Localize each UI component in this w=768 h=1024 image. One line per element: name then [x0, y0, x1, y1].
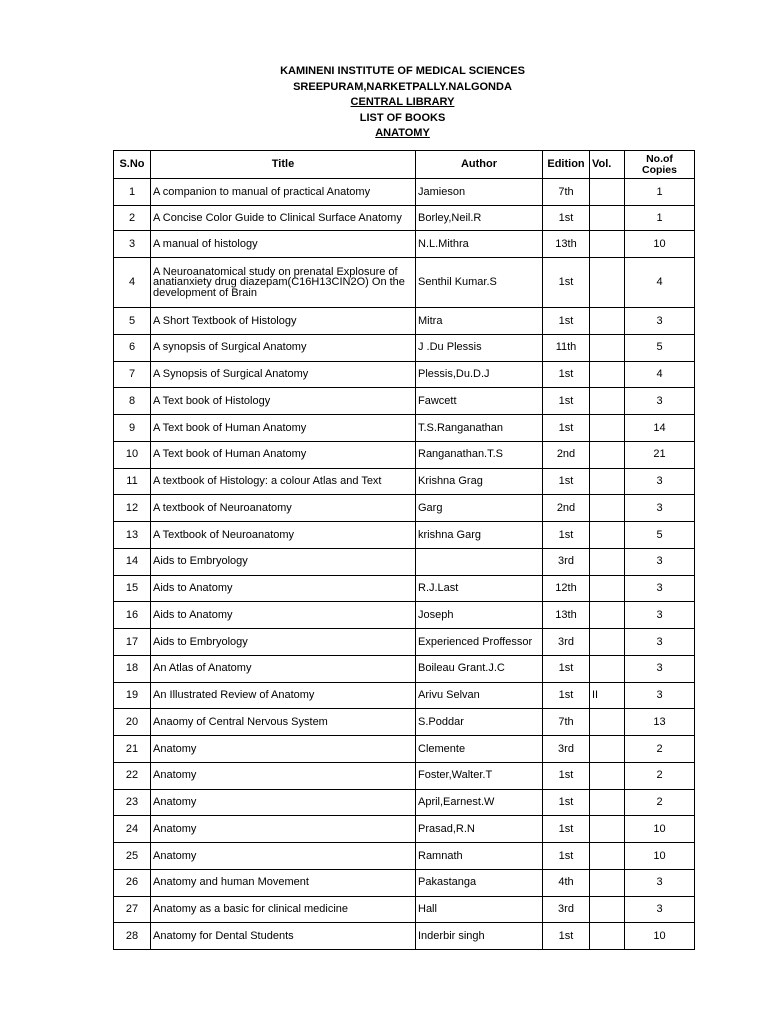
table-row	[114, 522, 695, 549]
cell-vol	[590, 334, 625, 361]
cell-sno: 15	[114, 575, 151, 602]
column-header-title: Title	[151, 151, 416, 179]
cell-edition: 3rd	[543, 548, 590, 575]
cell-copies: 4	[625, 361, 695, 388]
cell-sno: 21	[114, 736, 151, 763]
cell-author: Ramnath	[416, 843, 543, 870]
cell-sno: 4	[114, 258, 151, 308]
library-name: CENTRAL LIBRARY	[350, 96, 455, 108]
cell-author: N.L.Mithra	[416, 231, 543, 258]
cell-title: Anatomy	[151, 789, 416, 816]
cell-sno: 19	[114, 682, 151, 709]
column-header-edition: Edition	[543, 151, 590, 179]
cell-title: Anatomy as a basic for clinical medicine	[151, 896, 416, 923]
cell-edition: 11th	[543, 334, 590, 361]
cell-vol	[590, 762, 625, 789]
cell-sno: 2	[114, 205, 151, 231]
cell-title: A Text book of Human Anatomy	[151, 415, 416, 442]
table-row	[114, 441, 695, 468]
cell-copies: 10	[625, 231, 695, 258]
cell-edition: 1st	[543, 762, 590, 789]
cell-title: A synopsis of Surgical Anatomy	[151, 334, 416, 361]
cell-copies: 10	[625, 816, 695, 843]
cell-edition: 1st	[543, 361, 590, 388]
cell-sno: 27	[114, 896, 151, 923]
cell-copies: 3	[625, 575, 695, 602]
cell-author: T.S.Ranganathan	[416, 415, 543, 442]
cell-title: Aids to Anatomy	[151, 602, 416, 629]
cell-copies: 3	[625, 602, 695, 629]
cell-title: An Illustrated Review of Anatomy	[151, 682, 416, 709]
cell-author: Jamieson	[416, 179, 543, 206]
table-row	[114, 495, 695, 522]
cell-title: Anatomy for Dental Students	[151, 923, 416, 950]
cell-vol	[590, 629, 625, 656]
cell-copies: 4	[625, 258, 695, 308]
cell-edition: 1st	[543, 923, 590, 950]
cell-author: Prasad,R.N	[416, 816, 543, 843]
cell-edition: 1st	[543, 816, 590, 843]
cell-title: Aids to Embryology	[151, 548, 416, 575]
list-title: LIST OF BOOKS	[359, 111, 446, 124]
cell-vol	[590, 843, 625, 870]
cell-edition: 1st	[543, 258, 590, 308]
table-row	[114, 388, 695, 415]
cell-vol	[590, 602, 625, 629]
cell-edition: 1st	[543, 789, 590, 816]
table-row	[114, 736, 695, 763]
table-row	[114, 682, 695, 709]
cell-copies: 1	[625, 205, 695, 231]
cell-author: Senthil Kumar.S	[416, 258, 543, 308]
cell-copies: 3	[625, 308, 695, 335]
cell-copies: 13	[625, 709, 695, 736]
cell-copies: 3	[625, 495, 695, 522]
cell-edition: 13th	[543, 602, 590, 629]
column-header-copies	[625, 151, 695, 179]
cell-author	[416, 548, 543, 575]
table-row	[114, 415, 695, 442]
cell-vol	[590, 205, 625, 231]
table-row	[114, 334, 695, 361]
cell-vol	[590, 575, 625, 602]
cell-author: Krishna Grag	[416, 468, 543, 495]
cell-author: Hall	[416, 896, 543, 923]
cell-copies: 1	[625, 179, 695, 206]
cell-author: Boileau Grant.J.C	[416, 655, 543, 682]
table-row	[114, 308, 695, 335]
cell-sno: 5	[114, 308, 151, 335]
cell-edition: 1st	[543, 308, 590, 335]
cell-copies: 5	[625, 522, 695, 549]
cell-title: An Atlas of Anatomy	[151, 655, 416, 682]
cell-vol	[590, 896, 625, 923]
table-row	[114, 762, 695, 789]
table-row	[114, 231, 695, 258]
cell-sno: 25	[114, 843, 151, 870]
table-row	[114, 896, 695, 923]
cell-vol	[590, 522, 625, 549]
cell-title: Anatomy	[151, 816, 416, 843]
cell-edition: 1st	[543, 205, 590, 231]
institute-name: KAMINENI INSTITUTE OF MEDICAL SCIENCES	[280, 65, 525, 77]
cell-author: Plessis,Du.D.J	[416, 361, 543, 388]
cell-author: Borley,Neil.R	[416, 205, 543, 231]
cell-copies: 3	[625, 388, 695, 415]
cell-sno: 20	[114, 709, 151, 736]
cell-edition: 1st	[543, 843, 590, 870]
column-header-author: Author	[416, 151, 543, 179]
cell-edition: 2nd	[543, 495, 590, 522]
table-row	[114, 923, 695, 950]
cell-sno: 1	[114, 179, 151, 206]
cell-copies: 3	[625, 655, 695, 682]
cell-author: Fawcett	[416, 388, 543, 415]
cell-edition: 1st	[543, 522, 590, 549]
cell-title: Aids to Embryology	[151, 629, 416, 656]
cell-author: Pakastanga	[416, 869, 543, 896]
cell-author: S.Poddar	[416, 709, 543, 736]
cell-sno: 9	[114, 415, 151, 442]
cell-title: A Neuroanatomical study on prenatal Explosure of anatianxiety drug diazepam(C16H13CIN2O) On the development of Brain	[151, 258, 416, 308]
cell-sno: 8	[114, 388, 151, 415]
cell-title: A manual of histology	[151, 231, 416, 258]
cell-author: Experienced Proffessor	[416, 629, 543, 656]
cell-vol	[590, 231, 625, 258]
cell-copies: 2	[625, 789, 695, 816]
cell-edition: 4th	[543, 869, 590, 896]
table-row	[114, 548, 695, 575]
cell-author: krishna Garg	[416, 522, 543, 549]
cell-author: Clemente	[416, 736, 543, 763]
cell-vol	[590, 548, 625, 575]
cell-author: R.J.Last	[416, 575, 543, 602]
subject-title: ANATOMY	[375, 127, 430, 139]
cell-edition: 7th	[543, 709, 590, 736]
cell-title: A Textbook of Neuroanatomy	[151, 522, 416, 549]
cell-copies: 2	[625, 736, 695, 763]
cell-vol	[590, 361, 625, 388]
cell-title: Anaomy of Central Nervous System	[151, 709, 416, 736]
cell-title: Anatomy	[151, 843, 416, 870]
cell-edition: 1st	[543, 682, 590, 709]
cell-title: A textbook of Histology: a colour Atlas and Text	[151, 468, 416, 495]
table-row	[114, 816, 695, 843]
cell-edition: 1st	[543, 468, 590, 495]
cell-title: A companion to manual of practical Anatomy	[151, 179, 416, 206]
cell-copies: 5	[625, 334, 695, 361]
cell-title: Anatomy and human Movement	[151, 869, 416, 896]
cell-sno: 26	[114, 869, 151, 896]
cell-vol	[590, 179, 625, 206]
cell-vol	[590, 869, 625, 896]
cell-vol	[590, 736, 625, 763]
cell-edition: 1st	[543, 655, 590, 682]
cell-sno: 7	[114, 361, 151, 388]
cell-edition: 2nd	[543, 441, 590, 468]
table-row	[114, 869, 695, 896]
cell-copies: 10	[625, 843, 695, 870]
cell-vol	[590, 258, 625, 308]
cell-copies: 3	[625, 629, 695, 656]
cell-title: A Text book of Human Anatomy	[151, 441, 416, 468]
table-header-row	[114, 151, 695, 179]
cell-vol	[590, 816, 625, 843]
cell-edition: 12th	[543, 575, 590, 602]
cell-vol	[590, 655, 625, 682]
table-row	[114, 205, 695, 231]
table-row	[114, 789, 695, 816]
cell-title: A Concise Color Guide to Clinical Surface Anatomy	[151, 205, 416, 231]
cell-author: Arivu Selvan	[416, 682, 543, 709]
table-row	[114, 468, 695, 495]
cell-author: Mitra	[416, 308, 543, 335]
cell-sno: 11	[114, 468, 151, 495]
cell-vol	[590, 415, 625, 442]
cell-copies: 3	[625, 548, 695, 575]
cell-vol	[590, 789, 625, 816]
cell-copies: 2	[625, 762, 695, 789]
cell-author: Foster,Walter.T	[416, 762, 543, 789]
cell-author: Garg	[416, 495, 543, 522]
cell-sno: 3	[114, 231, 151, 258]
table-row	[114, 843, 695, 870]
cell-sno: 18	[114, 655, 151, 682]
cell-title: A Synopsis of Surgical Anatomy	[151, 361, 416, 388]
cell-copies: 3	[625, 869, 695, 896]
cell-sno: 16	[114, 602, 151, 629]
copies-header-line1: No.of	[646, 152, 673, 165]
books-table	[113, 150, 695, 950]
cell-title: A textbook of Neuroanatomy	[151, 495, 416, 522]
table-row	[114, 602, 695, 629]
cell-sno: 10	[114, 441, 151, 468]
cell-sno: 22	[114, 762, 151, 789]
cell-vol	[590, 308, 625, 335]
table-row	[114, 629, 695, 656]
table-row	[114, 575, 695, 602]
cell-sno: 28	[114, 923, 151, 950]
cell-sno: 14	[114, 548, 151, 575]
cell-sno: 17	[114, 629, 151, 656]
cell-edition: 3rd	[543, 896, 590, 923]
cell-author: April,Earnest.W	[416, 789, 543, 816]
cell-copies: 3	[625, 896, 695, 923]
table-row	[114, 258, 695, 308]
table-row	[114, 655, 695, 682]
cell-sno: 12	[114, 495, 151, 522]
cell-title: Anatomy	[151, 736, 416, 763]
cell-copies: 3	[625, 468, 695, 495]
cell-vol	[590, 495, 625, 522]
cell-edition: 3rd	[543, 629, 590, 656]
table-row	[114, 361, 695, 388]
column-header-vol: Vol.	[590, 151, 625, 179]
table-row	[114, 179, 695, 206]
cell-vol	[590, 709, 625, 736]
cell-copies: 14	[625, 415, 695, 442]
cell-author: Joseph	[416, 602, 543, 629]
cell-title: A Short Textbook of Histology	[151, 308, 416, 335]
cell-vol	[590, 923, 625, 950]
table-row	[114, 709, 695, 736]
cell-sno: 23	[114, 789, 151, 816]
cell-author: Ranganathan.T.S	[416, 441, 543, 468]
cell-copies: 21	[625, 441, 695, 468]
cell-vol	[590, 468, 625, 495]
copies-header-line2: Copies	[641, 163, 677, 176]
cell-vol	[590, 388, 625, 415]
cell-vol: II	[590, 682, 625, 709]
cell-edition: 13th	[543, 231, 590, 258]
cell-sno: 24	[114, 816, 151, 843]
cell-edition: 1st	[543, 415, 590, 442]
cell-title: Aids to Anatomy	[151, 575, 416, 602]
cell-edition: 7th	[543, 179, 590, 206]
cell-edition: 1st	[543, 388, 590, 415]
cell-copies: 10	[625, 923, 695, 950]
cell-copies: 3	[625, 682, 695, 709]
cell-author: J .Du Plessis	[416, 334, 543, 361]
column-header-sno: S.No	[114, 151, 151, 179]
institute-address: SREEPURAM,NARKETPALLY.NALGONDA	[293, 80, 512, 93]
cell-sno: 6	[114, 334, 151, 361]
cell-sno: 13	[114, 522, 151, 549]
document-header	[0, 64, 768, 142]
cell-edition: 3rd	[543, 736, 590, 763]
cell-author: Inderbir singh	[416, 923, 543, 950]
cell-title: Anatomy	[151, 762, 416, 789]
cell-title: A Text book of Histology	[151, 388, 416, 415]
cell-vol	[590, 441, 625, 468]
